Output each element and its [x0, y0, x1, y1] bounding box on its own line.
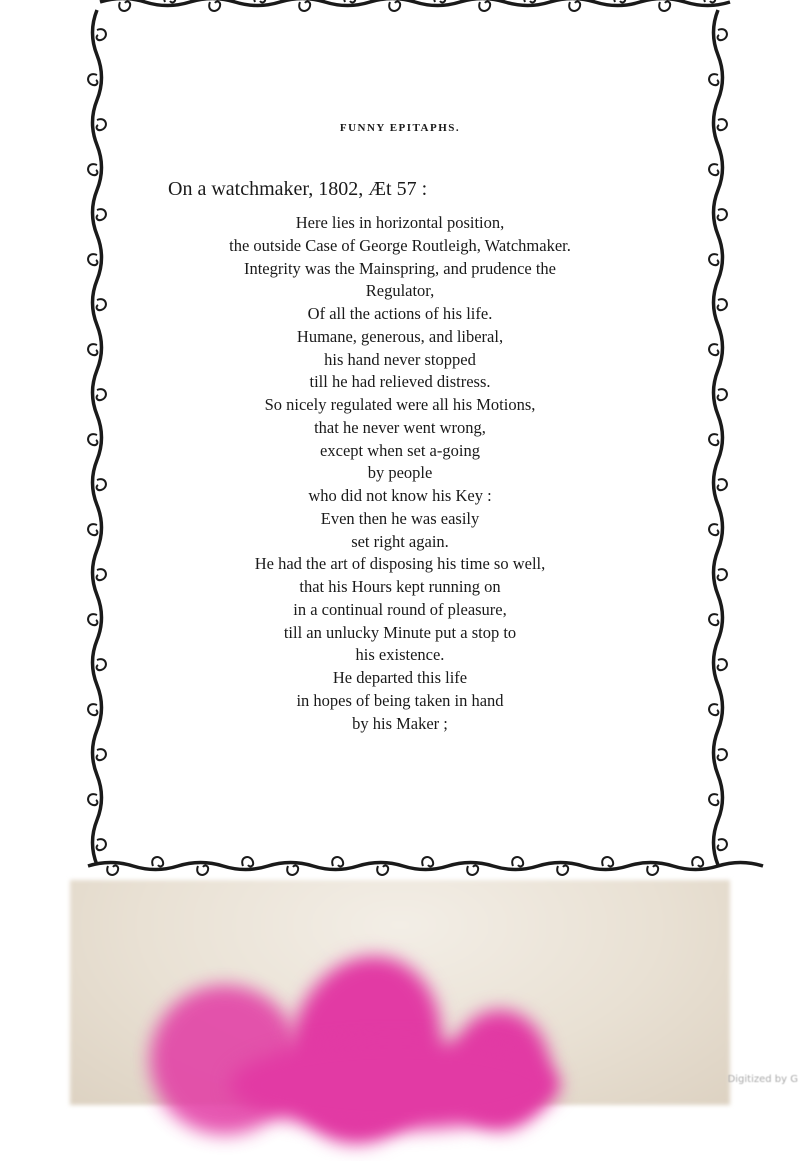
border-scroll — [88, 254, 97, 265]
border-scroll — [718, 299, 727, 310]
border-scroll — [709, 344, 718, 355]
running-head: FUNNY EPITAPHS. — [339, 122, 461, 134]
border-scroll — [718, 389, 727, 400]
poem-line: He departed this life — [332, 668, 468, 687]
epitaph-heading: On a watchmaker, 1802, Æt 57 : — [168, 178, 428, 200]
border-scroll — [97, 389, 106, 400]
border-scroll — [467, 866, 478, 875]
border-scroll — [718, 659, 727, 670]
glove-finger — [230, 1040, 560, 1130]
border-scroll — [512, 857, 523, 866]
poem-line: in a continual round of pleasure, — [293, 599, 507, 619]
border-scroll — [434, 0, 445, 2]
border-scroll — [718, 569, 727, 580]
poem-line: by people — [367, 463, 433, 483]
poem-line: set right again. — [351, 531, 449, 551]
border-scroll — [602, 857, 613, 866]
border-scroll — [709, 614, 718, 625]
border-scroll — [479, 2, 490, 11]
poem-line: in hopes of being taken in hand — [296, 690, 504, 710]
border-scroll — [119, 2, 130, 11]
border-scroll — [709, 254, 718, 265]
poem-line: except when set a-going — [320, 440, 480, 460]
border-scroll — [557, 866, 568, 875]
poem-line: his hand never stopped — [324, 349, 476, 369]
border-scroll — [88, 344, 97, 355]
border-scroll — [88, 614, 97, 625]
border-scroll — [718, 479, 727, 490]
border-scroll — [88, 863, 763, 870]
border-scroll — [332, 857, 343, 866]
epitaph-text — [150, 212, 650, 735]
border-scroll — [709, 524, 718, 535]
border-scroll — [709, 434, 718, 445]
border-scroll — [152, 857, 163, 866]
border-scroll — [704, 0, 715, 2]
border-scroll — [718, 29, 727, 40]
poem-line: that he never went wrong, — [314, 417, 486, 437]
poem-line: Of all the actions of his life. — [307, 304, 493, 323]
border-scroll — [718, 749, 727, 760]
border-scroll — [714, 10, 723, 865]
border-scroll — [97, 209, 106, 220]
border-scroll — [718, 839, 727, 850]
border-scroll — [659, 2, 670, 11]
poem-line: the outside Case of George Routleigh, Watchmaker. — [229, 235, 571, 255]
border-scroll — [287, 866, 298, 875]
border-scroll — [93, 10, 102, 865]
border-scroll — [299, 2, 310, 11]
border-scroll — [97, 29, 106, 40]
border-scroll — [97, 839, 106, 850]
border-scroll — [389, 2, 400, 11]
border-scroll — [709, 704, 718, 715]
border-scroll — [709, 74, 718, 85]
border-scroll — [88, 164, 97, 175]
border-scroll — [88, 524, 97, 535]
border-scroll — [97, 569, 106, 580]
poem-line: Integrity was the Mainspring, and prudence the — [243, 258, 557, 278]
border-scroll — [692, 857, 703, 866]
border-scroll — [422, 857, 433, 866]
border-scroll — [254, 0, 265, 2]
poem-line: Here lies in horizontal position, — [295, 213, 505, 232]
poem-line: Regulator, — [365, 281, 435, 301]
border-scroll — [718, 209, 727, 220]
border-scroll — [107, 866, 118, 875]
border-scroll — [97, 749, 106, 760]
poem-line: till an unlucky Minute put a stop to — [283, 622, 517, 642]
border-scroll — [242, 857, 253, 866]
border-scroll — [344, 0, 355, 2]
poem-line: his existence. — [355, 645, 445, 665]
border-scroll — [164, 0, 175, 2]
border-scroll — [647, 866, 658, 875]
border-scroll — [97, 659, 106, 670]
poem-line: He had the art of disposing his time so well, — [254, 554, 546, 574]
poem-line: who did not know his Key : — [308, 486, 492, 505]
poem-line: that his Hours kept running on — [299, 577, 501, 596]
border-scroll — [88, 704, 97, 715]
border-scroll — [709, 164, 718, 175]
border-scroll — [88, 794, 97, 805]
border-scroll — [209, 2, 220, 11]
poem-line: by his Maker ; — [352, 713, 448, 733]
border-scroll — [88, 434, 97, 445]
border-scroll — [97, 299, 106, 310]
border-scroll — [709, 794, 718, 805]
poem-line: So nicely regulated were all his Motions, — [264, 395, 536, 414]
border-scroll — [100, 0, 730, 6]
poem-line: Humane, generous, and liberal, — [296, 326, 504, 346]
border-scroll — [88, 74, 97, 85]
poem-line: Even then he was easily — [320, 508, 480, 528]
border-scroll — [197, 866, 208, 875]
border-scroll — [614, 0, 625, 2]
digitized-credit: Digitized by G — [727, 1074, 798, 1085]
poem-line: till he had relieved distress. — [309, 372, 491, 392]
border-scroll — [569, 2, 580, 11]
border-scroll — [377, 866, 388, 875]
border-scroll — [524, 0, 535, 2]
border-scroll — [97, 479, 106, 490]
